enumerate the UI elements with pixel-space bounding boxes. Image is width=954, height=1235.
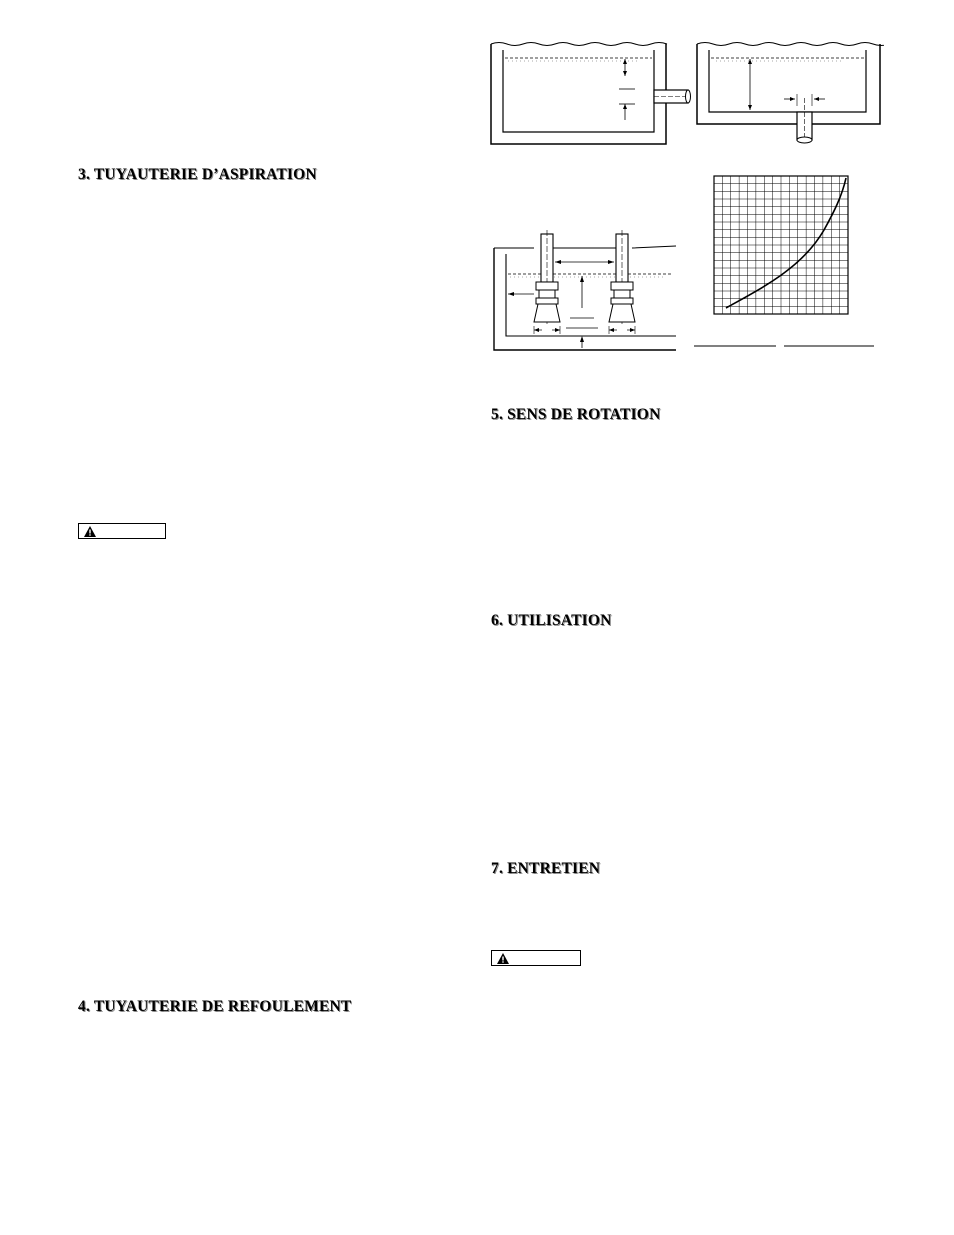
warning-triangle-icon — [84, 526, 96, 537]
section-heading-rotation-direction: 5. SENS DE ROTATION — [491, 406, 661, 423]
section-heading-maintenance: 7. ENTRETIEN — [491, 860, 601, 877]
warning-badge — [491, 950, 581, 966]
warning-triangle-icon — [497, 953, 509, 964]
warning-badge — [78, 523, 166, 539]
section-heading-operation: 6. UTILISATION — [491, 612, 612, 629]
submergence-curve-chart — [692, 170, 878, 352]
tank-side-inlet-diagram — [488, 38, 694, 150]
section-heading-suction-piping: 3. TUYAUTERIE D’ASPIRATION — [78, 166, 317, 183]
section-heading-discharge-piping: 4. TUYAUTERIE DE REFOULEMENT — [78, 998, 352, 1015]
chart-grid — [714, 176, 848, 314]
tank-bottom-inlet-diagram — [694, 38, 884, 148]
multiple-suction-pipes-diagram — [490, 230, 680, 354]
submergence-curve-line — [726, 178, 846, 308]
